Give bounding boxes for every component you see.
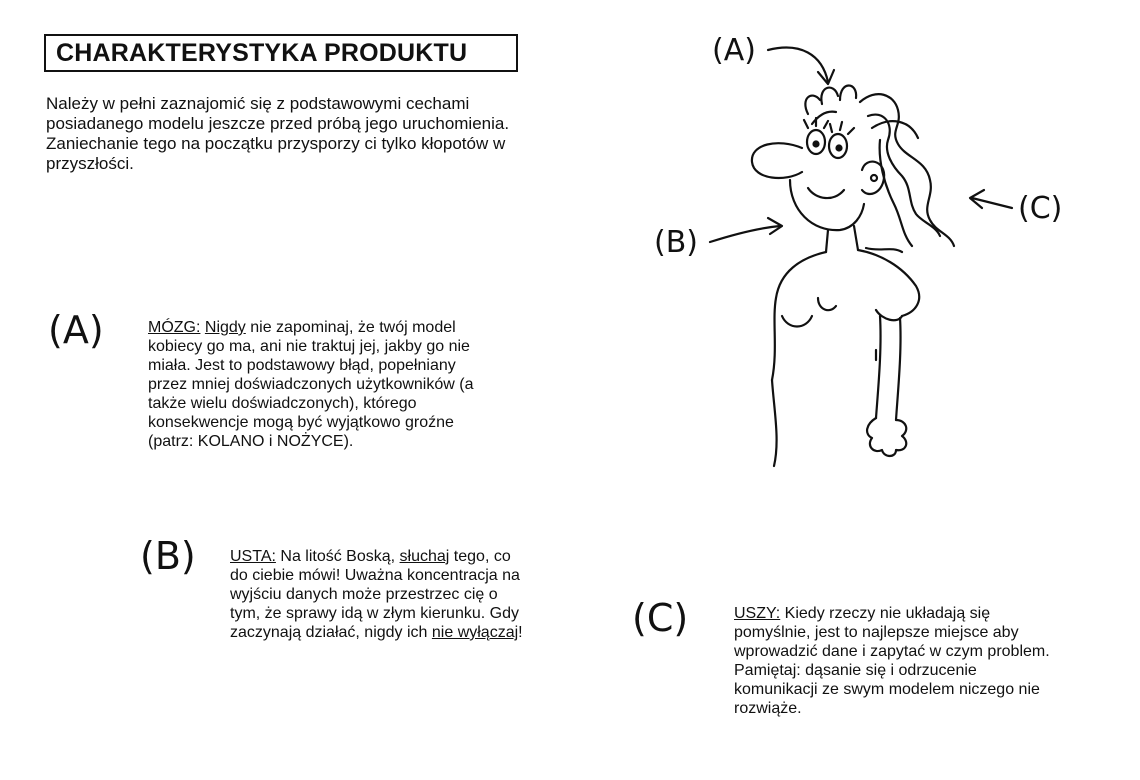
face-icon <box>752 118 884 230</box>
section-ears <box>734 604 1054 718</box>
section-mouth-emphasis-2: nie wyłączaj <box>431 624 519 641</box>
illustration-label-c: (C) <box>1018 191 1063 226</box>
woman-illustration <box>640 20 1110 480</box>
section-ears-heading: USZY: <box>734 605 781 622</box>
section-mouth <box>230 547 532 642</box>
section-mouth-emphasis-1: słuchaj <box>399 548 450 565</box>
marker-c: (C) <box>632 596 689 640</box>
page-title: CHARAKTERYSTYKA PRODUKTU <box>44 34 518 72</box>
section-brain-heading: MÓZG: <box>148 319 201 336</box>
section-ears-body: Kiedy rzeczy nie układają się pomyślnie, jest to najlepsze miejsce aby wprowadzić dane i zapytać w czym problem. Pamiętaj: dąsanie się i odrzucenie komunikacji ze swym modelem niczego nie rozwiąże. <box>734 605 1050 717</box>
hair-icon <box>805 86 954 253</box>
marker-a: (A) <box>48 308 104 352</box>
section-brain-emphasis: Nigdy <box>204 319 246 336</box>
arrow-icon <box>970 190 1012 208</box>
section-mouth-body-2: tego, co do ciebie mówi! Uważna koncentracja na wyjściu danych może przestrzec cię o tym, że sprawy idą w złym kierunku. Gdy zaczynają działać, nigdy ich <box>230 548 520 641</box>
section-mouth-body-3: ! <box>518 624 523 641</box>
marker-b: (B) <box>140 534 196 578</box>
section-mouth-body-1: Na litość Boską, <box>275 548 400 565</box>
illustration-label-b: (B) <box>654 225 698 260</box>
section-mouth-heading: USTA: <box>230 548 276 565</box>
section-brain-body: nie zapominaj, że twój model kobiecy go ma, ani nie traktuj jej, jakby go nie miała. Jest to podstawowy błąd, popełniany przez mniej doświadczonych użytkowników (a także wielu doświadczonych), którego konsekwencje mogą być wyjątkowo groźne (patrz: KOLANO i NOŻYCE). <box>148 319 474 450</box>
body-icon <box>772 226 919 466</box>
intro-paragraph: Należy w pełni zaznajomić się z podstawowymi cechami posiadanego modelu jeszcze przed próbą jego uruchomienia. Zaniechanie tego na początku przysporzy ci tylko kłopotów w przyszłości. <box>46 94 510 173</box>
arrow-icon <box>768 48 834 84</box>
section-brain <box>148 318 488 451</box>
arrow-icon <box>710 218 782 242</box>
illustration-label-a: (A) <box>712 33 756 68</box>
